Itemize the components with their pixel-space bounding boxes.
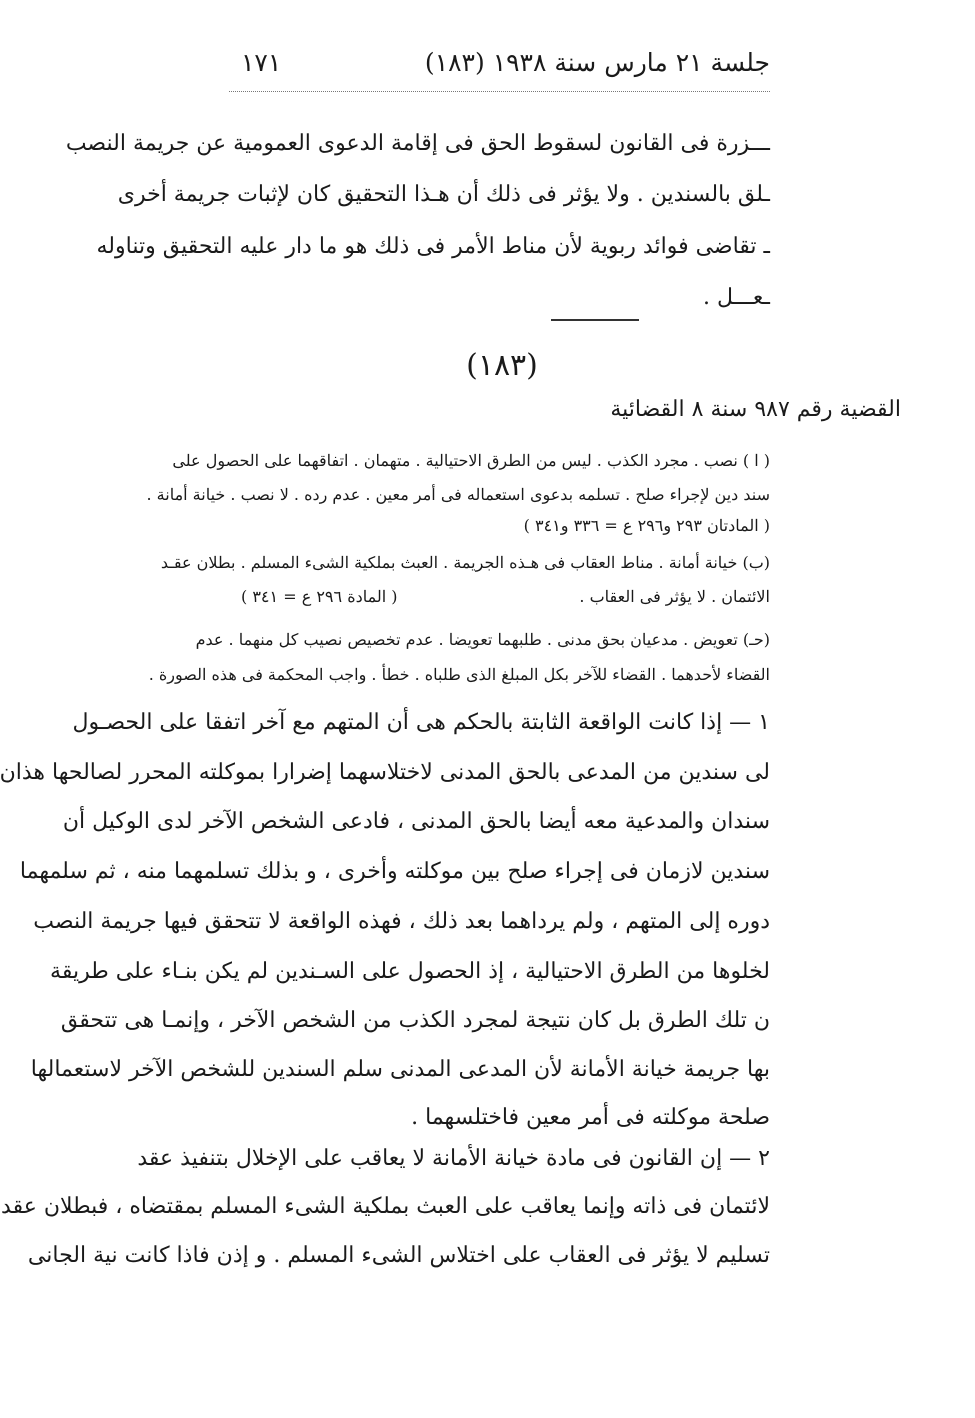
- text-line: ـلق بالسندين . ولا يؤثر فى ذلك أن هـذا التحقيق كان لإثبات جريمة أخرى: [117, 182, 770, 207]
- case-number: (١٨٣): [466, 348, 538, 383]
- header-rule: [229, 91, 770, 92]
- text-line: ١ — إذا كانت الواقعة الثابتة بالحكم هى أن المتهم مع آخر اتفقا على الحصـول: [72, 710, 770, 735]
- section-divider: [551, 319, 639, 321]
- summary-b-last-row: [241, 587, 770, 606]
- text-line: ـعـــل .: [702, 285, 770, 310]
- summary-line-a: ( ا ) نصب . مجرد الكذب . ليس من الطرق الاحتيالية . متهمان . اتفاقهما على الحصول على: [172, 451, 770, 470]
- summary-line-b: (ب) خيانة أمانة . مناط العقاب فى هـذه الجريمة . العبث بملكية الشىء المسلم . بطلان عقـد: [160, 553, 770, 572]
- text-line: سندان والمدعية معه أيضا بالحق المدنى ، فادعى الشخص الآخر لدى الوكيل أن: [62, 809, 770, 834]
- summary-ref-b: ( المادة ٢٩٦ ع = ٣٤١ ): [241, 587, 398, 606]
- text-line: صلحة موكلته فى أمر معين فاختلسهما .: [411, 1105, 770, 1130]
- text-line: دوره إلى المتهم ، ولم يرداهما بعد ذلك ، فهذه الواقعة لا تتحقق فيها جريمة النصب: [33, 909, 770, 934]
- text-line: ن تلك الطرق بل كان نتيجة لمجرد الكذب من الشخص الآخر ، وإنمـا هى تتحقق: [60, 1008, 770, 1033]
- text-line: لى سندين من المدعى بالحق المدنى لاختلاسهما إضرارا بموكلته المحرر لصالحها هذان: [0, 760, 770, 785]
- summary-line-b-last: الائتمان . لا يؤثر فى العقاب .: [579, 587, 770, 606]
- text-line: سندين لازمان فى إجراء صلح بين موكلته وأخرى ، و بذلك تسلمهما منه ، ثم سلمهما: [19, 859, 770, 884]
- summary-ref-a: ( المادتان ٢٩٣ و٢٩٦ ع = ٣٣٦ و٣٤١ ): [523, 516, 770, 535]
- summary-line-c: القضاء لأحدهما . القضاء للآخر بكل المبلغ الذى طلباه . خطأ . واجب المحكمة فى هذه الصورة .: [148, 665, 770, 684]
- text-line: ـ تقاضى فوائد ربوية لأن مناط الأمر فى ذلك هو ما دار عليه التحقيق وتناوله: [96, 234, 770, 259]
- text-line: تسليم لا يؤثر فى العقاب على اختلاس الشىء المسلم . و إذن فاذا كانت نية الجانى: [27, 1243, 770, 1268]
- text-line: ـــزرة فى القانون لسقوط الحق فى إقامة الدعوى العمومية عن جريمة النصب: [65, 131, 770, 156]
- case-title: القضية رقم ٩٨٧ سنة ٨ القضائية: [610, 397, 901, 422]
- text-line: لائتمان فى ذاته وإنما يعاقب على العبث بملكية الشىء المسلم بمقتضاه ، فبطلان عقد: [1, 1194, 770, 1219]
- text-line: ٢ — إن القانون فى مادة خيانة الأمانة لا يعاقب على الإخلال بتنفيذ عقد: [137, 1146, 770, 1171]
- text-line: لخلوها من الطرق الاحتيالية ، إذ الحصول على السـندين لم يكن بنـاء على طريقة: [50, 959, 770, 984]
- page-number: ١٧١: [241, 47, 282, 77]
- running-header: [241, 40, 770, 84]
- text-line: بها جريمة خيانة الأمانة لأن المدعى المدنى سلم السندين للشخص الآخر لاستعمالها: [30, 1057, 770, 1082]
- header-title: جلسة ٢١ مارس سنة ١٩٣٨ (١٨٣): [424, 47, 770, 77]
- summary-line-a: سند دين لإجراء صلح . تسلمه بدعوى استعماله فى أمر معين . عدم رده . لا نصب . خيانة أمانة .: [146, 485, 770, 504]
- summary-line-c: (حـ) تعويض . مدعيان بحق مدنى . طلبهما تعويضا . عدم تخصيص نصيب كل منهما . عدم: [195, 630, 770, 649]
